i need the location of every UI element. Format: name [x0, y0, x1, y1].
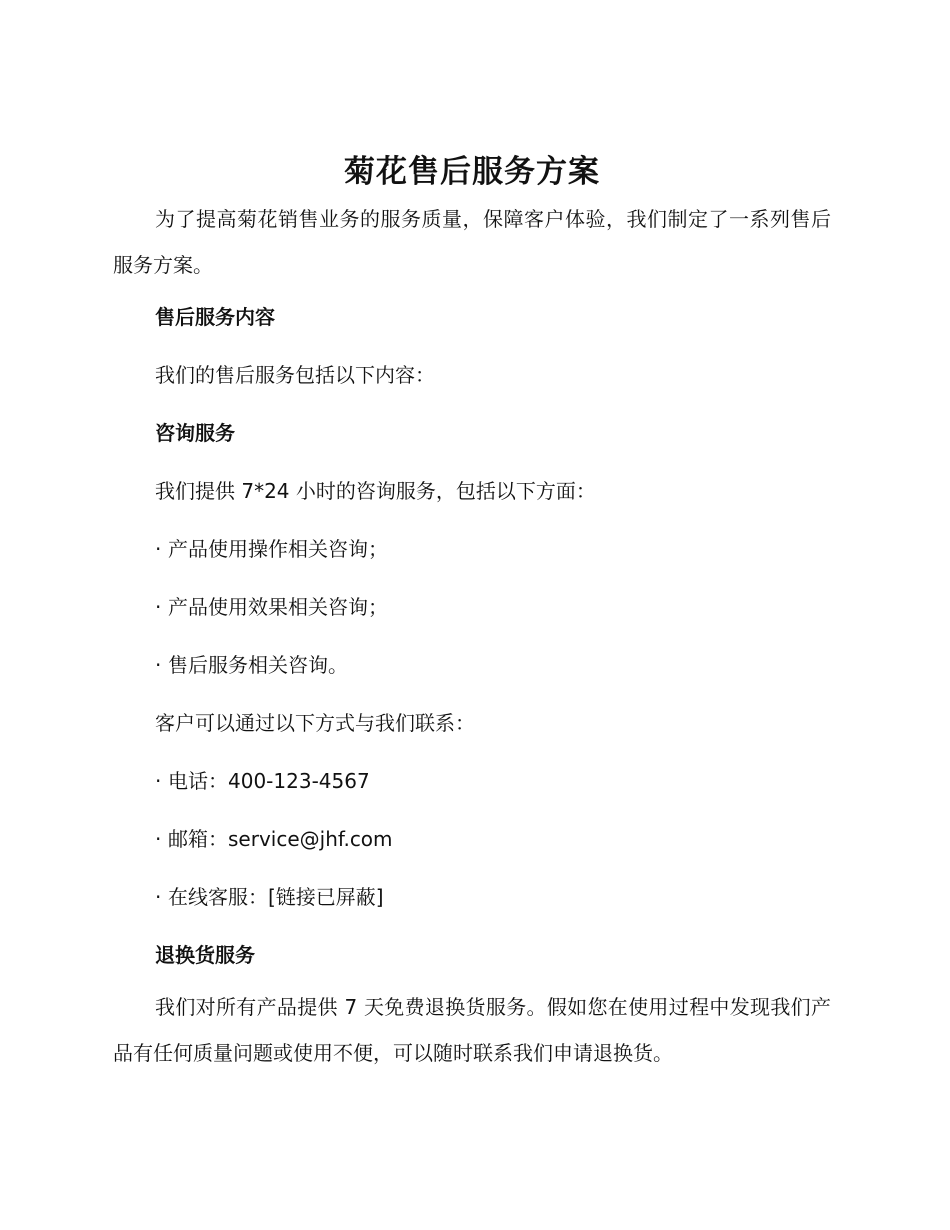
contact-item-text: 邮箱：service@jhf.com	[168, 827, 393, 851]
intro-paragraph: 为了提高菊花销售业务的服务质量，保障客户体验，我们制定了一系列售后服务方案。	[113, 207, 831, 277]
contact-item-email	[113, 810, 831, 868]
contact-item-phone	[113, 752, 831, 810]
contact-intro: 客户可以通过以下方式与我们联系：	[155, 711, 475, 735]
return-paragraph: 我们对所有产品提供 7 天免费退换货服务。假如您在使用过程中发现我们产品有任何质量问题或使用不便，可以随时联系我们申请退换货。	[113, 995, 831, 1065]
consult-item	[113, 636, 831, 694]
service-content-text: 我们的售后服务包括以下内容：	[155, 363, 435, 387]
consult-item	[113, 578, 831, 636]
consult-item-text: 产品使用操作相关咨询；	[168, 537, 388, 561]
document-title: 菊花售后服务方案	[344, 154, 600, 190]
bullet-dot: ·	[155, 595, 162, 619]
consult-text: 我们提供 7*24 小时的咨询服务，包括以下方面：	[155, 479, 596, 503]
section-heading-return: 退换货服务	[155, 943, 255, 967]
consult-item	[113, 520, 831, 578]
consult-item-text: 产品使用效果相关咨询；	[168, 595, 388, 619]
section-heading-consult: 咨询服务	[155, 421, 235, 445]
bullet-dot: ·	[155, 885, 162, 909]
contact-item-online	[113, 868, 831, 926]
bullet-dot: ·	[155, 653, 162, 677]
document-body	[113, 148, 831, 1076]
bullet-dot: ·	[155, 537, 162, 561]
contact-item-text: 电话：400-123-4567	[168, 769, 370, 793]
contact-item-text: 在线客服：[链接已屏蔽]	[168, 885, 384, 909]
section-heading-service-content: 售后服务内容	[155, 305, 275, 329]
consult-item-text: 售后服务相关咨询。	[168, 653, 348, 677]
bullet-dot: ·	[155, 827, 162, 851]
bullet-dot: ·	[155, 769, 162, 793]
